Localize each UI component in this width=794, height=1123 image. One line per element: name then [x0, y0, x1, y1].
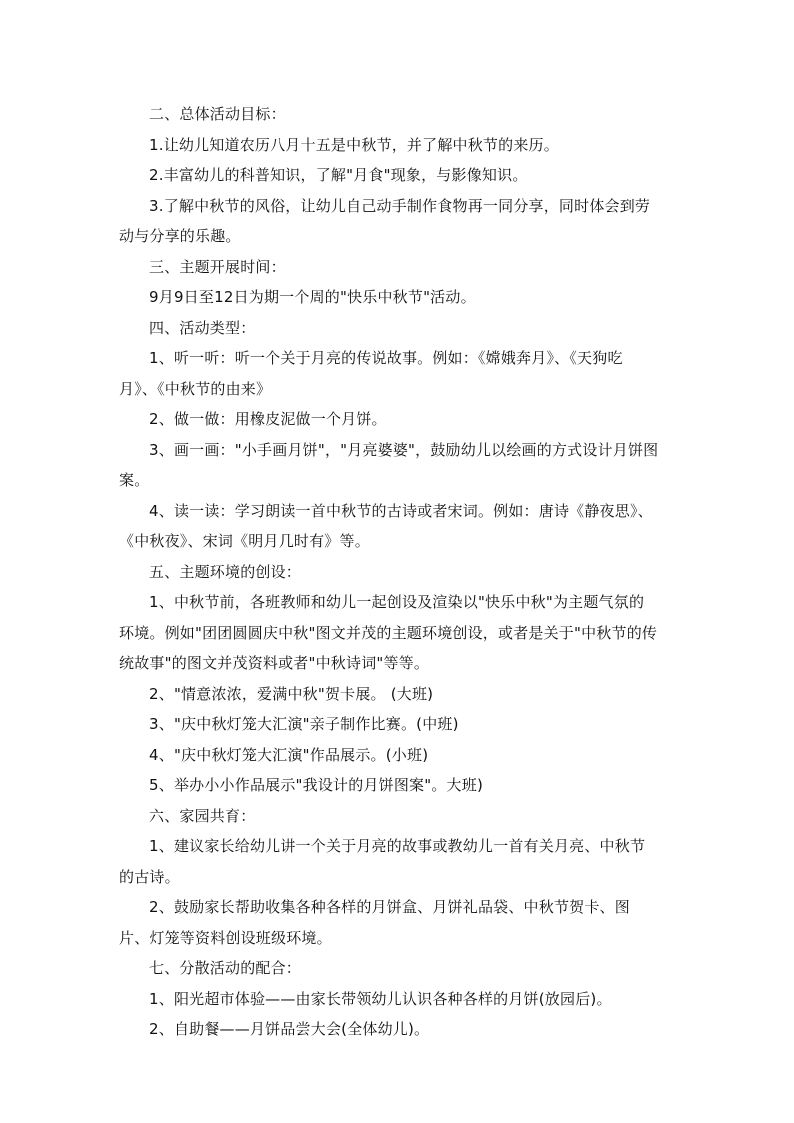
home-school-item-2: 2、鼓励家长帮助收集各种各样的月饼盒、月饼礼品袋、中秋节贺卡、图片、灯笼等资料创设班级环境。: [119, 898, 630, 947]
heading-overall-goals: 二、总体活动目标：: [149, 105, 286, 123]
activity-item-3: 3、画一画："小手画月饼"，"月亮婆婆"，鼓励幼儿以绘画的方式设计月饼图案。: [119, 440, 659, 489]
heading-schedule: 三、主题开展时间：: [149, 257, 286, 276]
environment-item-1: 1、中秋节前，各班教师和幼儿一起创设及渲染以"快乐中秋"为主题气氛的环境。例如"团团圆圆庆中秋"图文并茂的主题环境创设，或者是关于"中秋节的传统故事"的图文并茂资料或者"中秋诗词"等等。: [119, 593, 658, 672]
goal-item-2: 2.丰富幼儿的科普知识，了解"月食"现象，与影像知识。: [149, 166, 528, 184]
heading-activity-types: 四、活动类型：: [149, 318, 256, 337]
environment-item-5: 5、举办小小作品展示"我设计的月饼图案"。大班): [149, 776, 483, 794]
heading-coordination: 七、分散活动的配合：: [149, 959, 302, 977]
activity-item-4: 4、读一读：学习朗读一首中秋节的古诗或者宋词。例如：唐诗《静夜思》、《中秋夜》、宋词《明月几时有》等。: [119, 501, 653, 550]
goal-item-1: 1.让幼儿知道农历八月十五是中秋节，并了解中秋节的来历。: [149, 135, 559, 154]
environment-item-2: 2、"情意浓浓，爱满中秋"贺卡展。 (大班): [149, 684, 434, 703]
heading-home-school: 六、家园共育：: [149, 806, 256, 825]
heading-environment: 五、主题环境的创设：: [149, 562, 302, 581]
goal-item-3: 3.了解中秋节的风俗，让幼儿自己动手制作食物再一同分享，同时体会到劳动与分享的乐趣。: [119, 196, 651, 245]
activity-item-1: 1、听一听：听一个关于月亮的传说故事。例如：《嫦娥奔月》、《天狗吃月》、《中秋节的由来》: [119, 349, 623, 398]
activity-item-2: 2、做一做：用橡皮泥做一个月饼。: [149, 410, 387, 428]
coordination-item-1: 1、阳光超市体验——由家长带领幼儿认识各种各样的月饼(放园后)。: [149, 989, 612, 1008]
document-body: [119, 99, 659, 1045]
schedule-text: 9月9日至12日为期一个周的"快乐中秋节"活动。: [149, 288, 476, 306]
environment-item-3: 3、"庆中秋灯笼大汇演"亲子制作比赛。(中班): [149, 715, 459, 733]
coordination-item-2: 2、自助餐——月饼品尝大会(全体幼儿)。: [149, 1020, 430, 1038]
environment-item-4: 4、"庆中秋灯笼大汇演"作品展示。(小班): [149, 745, 429, 764]
home-school-item-1: 1、建议家长给幼儿讲一个关于月亮的故事或教幼儿一首有关月亮、中秋节的古诗。: [119, 837, 646, 886]
